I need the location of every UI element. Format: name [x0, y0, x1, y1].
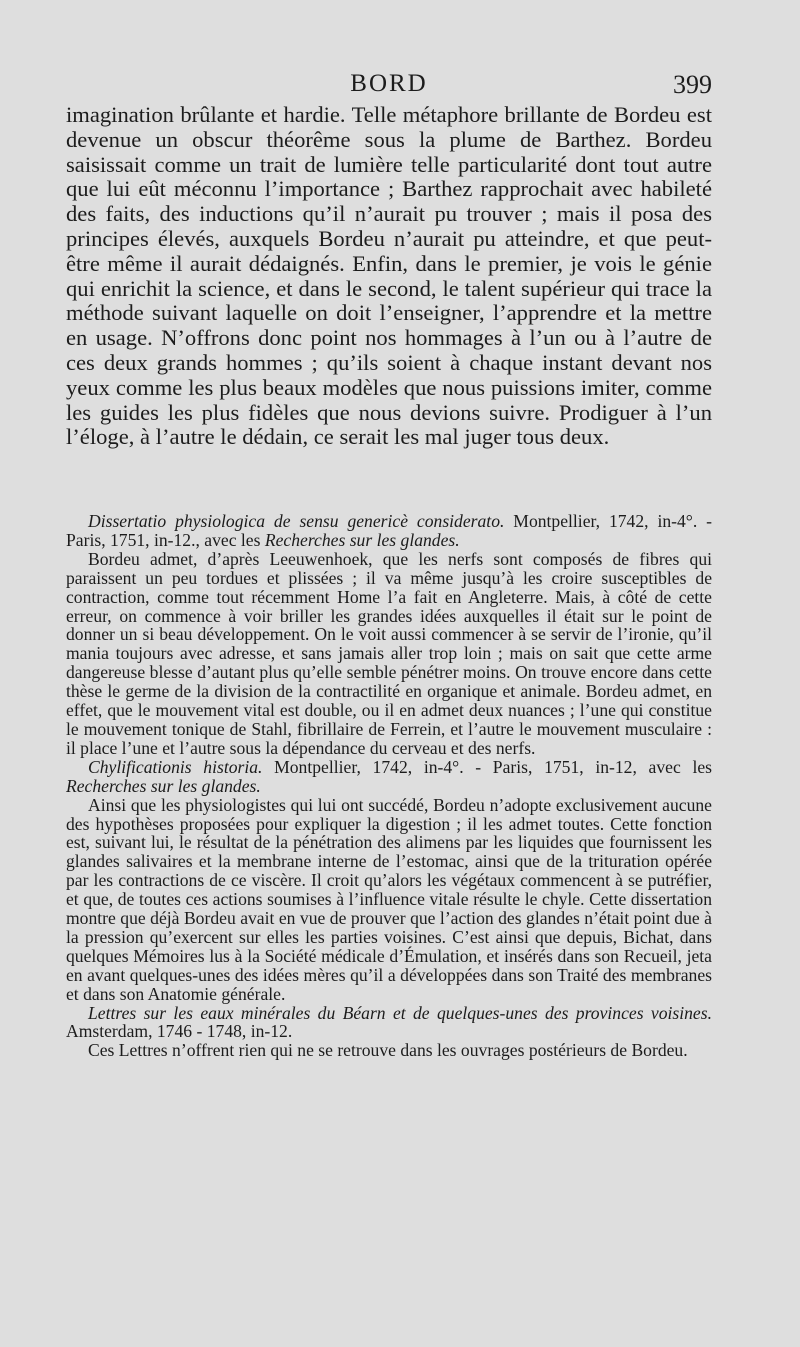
- entry-citation: [66, 758, 712, 796]
- entry-details: Montpellier, 1742, in-4°. - Paris, 1751, in-12, avec les: [262, 756, 712, 777]
- running-head: BORD: [350, 70, 428, 97]
- entry-details: Amsterdam, 1746 - 1748, in-12.: [66, 1021, 293, 1042]
- bibliography-entry: [66, 758, 712, 1004]
- main-paragraph: imagination brûlante et hardie. Telle métaphore brillante de Bordeu est devenue un obscur théorême sous la plume de Barthez. Bordeu saisissait comme un trait de lumière telle particularité dont tout autre que lui eût méconnu l’importance ; Barthez rapprochait avec habileté des faits, des inductions qu’il n’aurait pu trouver ; mais il posa des principes élevés, auxquels Bordeu n’aurait pu atteindre, et que peut-être même il aurait dédaignés. Enfin, dans le premier, je vois le génie qui enrichit la science, et dans le second, le talent supérieur qui trace la méthode suivant laquelle on doit l’enseigner, l’apprendre et la mettre en usage. N’offrons donc point nos hommages à l’un ou à l’autre de ces deux grands hommes ; qu’ils soient à chaque instant devant nos yeux comme les plus beaux modèles que nous puissions imiter, comme les guides les plus fidèles que nous devions suivre. Prodiguer à l’un l’éloge, à l’autre le dédain, ce serait les mal juger tous deux.: [66, 102, 712, 450]
- entry-body: Bordeu admet, d’après Leeuwenhoek, que les nerfs sont composés de fibres qui paraissent un peu tordues et plissées ; il va même jusqu’à les croire susceptibles de contraction, comme tout récemment Home l’a fait en Angleterre. Mais, à côté de cette erreur, on commence à voir briller les grandes idées auxquelles il était sur le point de donner un si beau développement. On le voit aussi commencer à se servir de l’ironie, qu’il mania toujours avec adresse, et sans jamais aller trop loin ; mais on sait que cette arme dangereuse blesse d’autant plus qu’elle semble pénétrer moins. On trouve encore dans cette thèse le germe de la division de la contractilité en organique et animale. Bordeu admet, en effet, que le mouvement vital est double, ou il en admet deux nuances ; l’une qui constitue le mouvement tonique de Stahl, fibrillaire de Ferrein, et l’autre le mouvement musculaire : il place l’une et l’autre sous la dépendance du cerveau et des nerfs.: [66, 548, 712, 758]
- entry-body: Ces Lettres n’offrent rien qui ne se retrouve dans les ouvrages postérieurs de Bordeu.: [88, 1040, 688, 1061]
- bibliography-entry: [66, 1004, 712, 1061]
- page-number: 399: [673, 70, 712, 99]
- entry-details-italic: Recherches sur les glandes.: [264, 529, 460, 550]
- bibliography-entry: [66, 512, 712, 758]
- entry-details-italic: Recherches sur les glandes.: [66, 775, 261, 796]
- entry-details: Montpellier, 1742, in-4°. - Paris, 1751, in-12., avec les: [66, 511, 712, 550]
- bibliography-notes: [66, 512, 712, 1060]
- page-header: [66, 66, 712, 106]
- entry-citation: [66, 512, 712, 550]
- entry-title: Chylificationis historia.: [88, 756, 263, 777]
- entry-citation: [66, 1004, 712, 1042]
- entry-body: Ainsi que les physiologistes qui lui ont succédé, Bordeu n’adopte exclusivement aucune des hypothèses proposées pour expliquer la digestion ; il les admet toutes. Cette fonction est, suivant lui, le résultat de la pénétration des alimens par les liquides que fournissent les glandes salivaires et la membrane interne de l’estomac, ainsi que de la trituration opérée par les contractions de ce viscère. Il croit qu’alors les végétaux commencent à se putréfier, et que, de toutes ces actions soumises à l’influence vitale résulte le chyle. Cette dissertation montre que déjà Bordeu avait en vue de prouver que l’action des glandes n’était point due à la pression qu’exercent sur elles les parties voisines. C’est ainsi que depuis, Bichat, dans quelques Mémoires lus à la Société médicale d’Émulation, et insérés dans son Recueil, jeta en avant quelques-unes des idées mères qu’il a développées dans son Traité des membranes et dans son Anatomie générale.: [66, 794, 712, 1004]
- entry-title: Lettres sur les eaux minérales du Béarn et de quelques-unes des provinces voisines.: [88, 1002, 712, 1023]
- main-text: [66, 103, 712, 450]
- entry-title: Dissertatio physiologica de sensu genericè considerato.: [88, 511, 505, 531]
